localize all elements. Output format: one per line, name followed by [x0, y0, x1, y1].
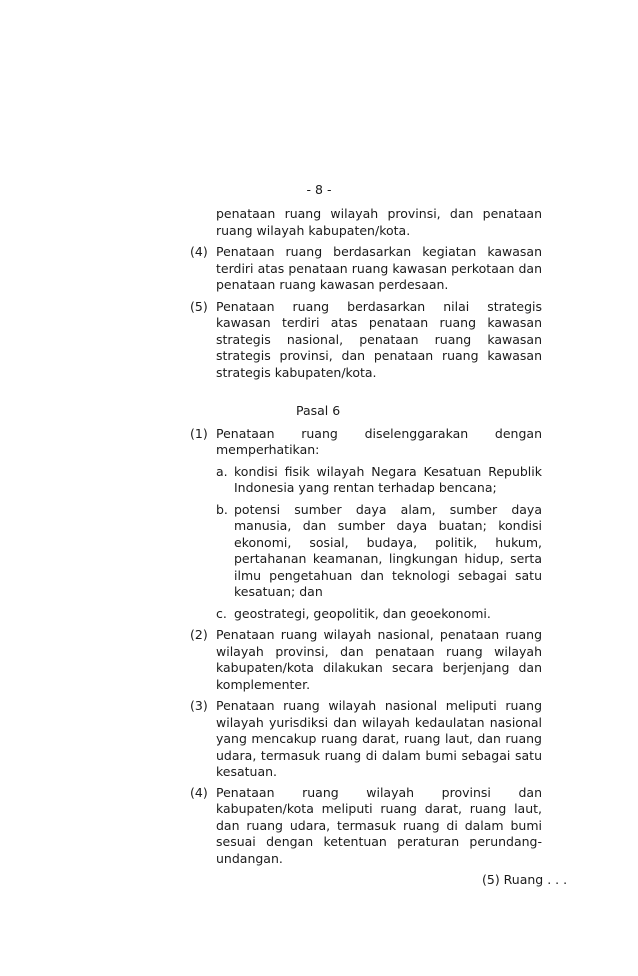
- pasal-item-2: [190, 627, 542, 693]
- pasal-item-1: [190, 426, 542, 459]
- item-text: Penataan ruang diselenggarakan dengan memperhatikan:: [216, 425, 542, 457]
- sub-item-a: [216, 464, 542, 497]
- sub-item-c: [216, 606, 542, 623]
- sub-item-b: [216, 502, 542, 601]
- item-text: Penataan ruang berdasarkan nilai strategis kawasan terdiri atas penataan ruang kawasan strategis nasional, penataan ruang kawasan strategis provinsi, dan penataan ruang kawasan strategis kabupaten/kota.: [216, 298, 542, 380]
- sub-item-letter: b.: [216, 501, 228, 517]
- item-text: Penataan ruang berdasarkan kegiatan kawasan terdiri atas penataan ruang kawasan perkotaan dan penataan ruang kawasan perdesaan.: [216, 244, 542, 292]
- item-number: (1): [190, 425, 208, 441]
- item-text: Penataan ruang wilayah nasional meliputi ruang wilayah yurisdiksi dan wilayah kedaulatan nasional yang mencakup ruang darat, ruang laut, dan ruang udara, termasuk ruang di dalam bumi sebagai satu kesatuan.: [216, 698, 542, 779]
- pasal-item-3: [190, 698, 542, 781]
- next-page-reference: (5) Ruang . . .: [482, 872, 568, 887]
- page-number: - 8 -: [306, 182, 332, 197]
- paragraph-item-5: [190, 299, 542, 382]
- sub-item-letter: c.: [216, 605, 227, 621]
- item-number: (3): [190, 698, 208, 713]
- sub-item-text: potensi sumber daya alam, sumber daya manusia, dan sumber daya buatan; kondisi ekonomi, sosial, budaya, politik, hukum, pertahanan keamanan, lingkungan hidup, serta ilmu pengetahuan dan teknologi sebagai satu kesatuan; dan: [234, 501, 542, 599]
- sub-item-letter: a.: [216, 463, 228, 479]
- item-number: (5): [190, 298, 208, 314]
- sub-item-text: kondisi fisik wilayah Negara Kesatuan Republik Indonesia yang rentan terhadap bencana;: [234, 463, 542, 495]
- paragraph-item-4: [190, 244, 542, 294]
- pasal-heading: Pasal 6: [296, 403, 341, 418]
- pasal-item-4: [190, 785, 542, 868]
- document-body: [190, 206, 542, 867]
- item-number: (4): [190, 784, 208, 800]
- item-text: Penataan ruang wilayah provinsi dan kabupaten/kota meliputi ruang darat, ruang laut, dan ruang udara, termasuk ruang di dalam bumi sesuai dengan ketentuan peraturan perundang-undangan.: [216, 784, 542, 866]
- item-text: Penataan ruang wilayah nasional, penataan ruang wilayah provinsi, dan penataan ruang wilayah kabupaten/kota dilakukan secara berjenjang dan komplementer.: [216, 627, 542, 692]
- item-number: (4): [190, 244, 208, 259]
- item-number: (2): [190, 627, 208, 642]
- continuation-text: penataan ruang wilayah provinsi, dan penataan ruang wilayah kabupaten/kota.: [216, 206, 542, 238]
- sub-item-text: geostrategi, geopolitik, dan geoekonomi.: [234, 605, 491, 621]
